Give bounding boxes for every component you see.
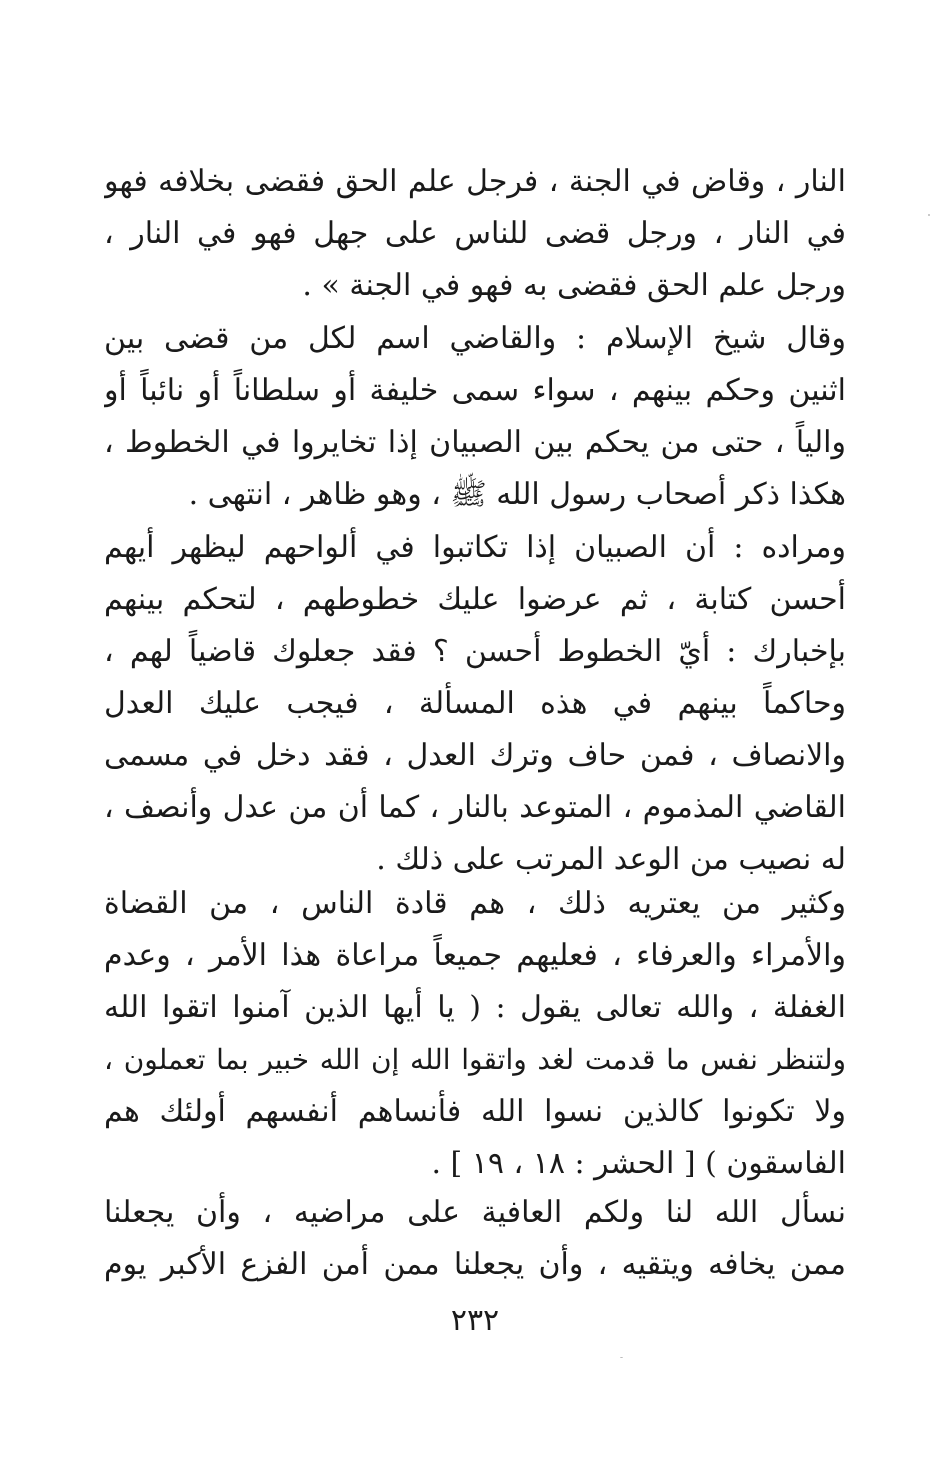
text-line: ورجل علم الحق فقضى به فهو في الجنة » . [302, 268, 846, 303]
paragraph [104, 1187, 846, 1291]
text-line: والياً ، حتى من يحكم بين الصبيان إذا تخايروا في الخطوط ، [104, 425, 846, 460]
text-line: هكذا ذكر أصحاب رسول الله ﷺ ، وهو ظاهر ، انتهى . [188, 477, 846, 512]
paragraph-supplication [104, 1187, 846, 1291]
page-number: ٢٣٢ [450, 1303, 500, 1338]
paragraph [104, 313, 846, 521]
text-line: النار ، وقاض في الجنة ، فرجل علم الحق فقضى بخلافه فهو [104, 164, 846, 199]
paragraph-leaders [104, 878, 846, 1190]
text-line: ولتنظر نفس ما قدمت لغد واتقوا الله إن الله خبير بما تعملون ، [104, 1043, 846, 1076]
paragraph [104, 522, 846, 886]
paragraph [104, 156, 846, 312]
text-line: الفاسقون ) [ الحشر : ١٨ ، ١٩ ] . [431, 1146, 846, 1181]
text-line: والأمراء والعرفاء ، فعليهم جميعاً مراعاة هذا الأمر ، وعدم [104, 938, 846, 973]
paragraph-shaykh-al-islam [104, 313, 846, 521]
scan-speck [928, 214, 930, 216]
text-line: وحاكماً بينهم في هذه المسألة ، فيجب عليك العدل [104, 686, 846, 721]
text-line: ممن يخافه ويتقيه ، وأن يجعلنا ممن أمن الفزع الأكبر يوم [104, 1247, 846, 1282]
scan-speck [620, 1357, 623, 1358]
text-line: أحسن كتابة ، ثم عرضوا عليك خطوطهم ، لتحكم بينهم [104, 582, 846, 617]
text-line: في النار ، ورجل قضى للناس على جهل فهو في النار ، [104, 216, 846, 251]
text-line: ومراده : أن الصبيان إذا تكاتبوا في ألواحهم ليظهر أيهم [104, 530, 846, 565]
text-line: بإخبارك : أيّ الخطوط أحسن ؟ فقد جعلوك قاضياً لهم ، [104, 634, 846, 669]
text-line: نسأل الله لنا ولكم العافية على مراضيه ، وأن يجعلنا [104, 1195, 846, 1230]
text-line: ولا تكونوا كالذين نسوا الله فأنساهم أنفسهم أولئك هم [104, 1094, 846, 1129]
paragraph-hadith-ending [104, 156, 846, 312]
paragraph [104, 878, 846, 1190]
text-line: والانصاف ، فمن حاف وترك العدل ، فقد دخل في مسمى [104, 738, 846, 773]
text-line: الغفلة ، والله تعالى يقول : ( يا أيها الذين آمنوا اتقوا الله [104, 990, 846, 1025]
text-line: وكثير من يعتريه ذلك ، هم قادة الناس ، من القضاة [104, 886, 846, 921]
text-line: اثنين وحكم بينهم ، سواء سمى خليفة أو سلطاناً أو نائباً أو [104, 373, 846, 408]
text-line: له نصيب من الوعد المرتب على ذلك . [376, 842, 846, 877]
paragraph-explanation [104, 522, 846, 886]
text-line: وقال شيخ الإسلام : والقاضي اسم لكل من قضى بين [104, 321, 846, 356]
text-line: القاضي المذموم ، المتوعد بالنار ، كما أن من عدل وأنصف ، [104, 790, 846, 825]
